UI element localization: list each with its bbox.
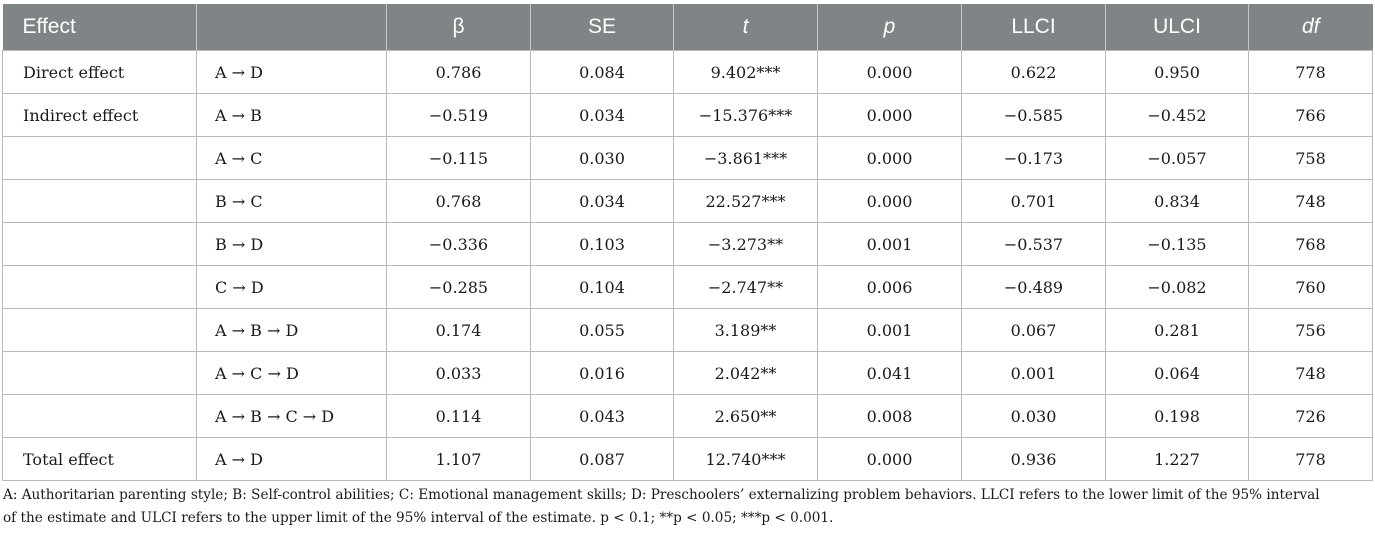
table-row [3, 309, 1373, 352]
cell-se: 0.103 [531, 223, 674, 266]
cell-path: A → C [197, 137, 387, 180]
cell-p: 0.001 [818, 309, 962, 352]
cell-path: B → D [197, 223, 387, 266]
table-row [3, 94, 1373, 137]
cell-path: A → D [197, 438, 387, 481]
table-row [3, 266, 1373, 309]
table-row [3, 223, 1373, 266]
table-row [3, 51, 1373, 94]
cell-p: 0.000 [818, 180, 962, 223]
cell-path: A → B → D [197, 309, 387, 352]
cell-t: 12.740*** [674, 438, 818, 481]
cell-p: 0.006 [818, 266, 962, 309]
cell-beta: 1.107 [387, 438, 531, 481]
cell-df: 768 [1249, 223, 1373, 266]
cell-se: 0.043 [531, 395, 674, 438]
header-llci: LLCI [962, 4, 1106, 51]
cell-ulci: 1.227 [1106, 438, 1249, 481]
header-se: SE [531, 4, 674, 51]
cell-se: 0.034 [531, 94, 674, 137]
cell-effect: Direct effect [3, 51, 197, 94]
header-df: df [1249, 4, 1373, 51]
cell-ulci: 0.950 [1106, 51, 1249, 94]
cell-llci: 0.001 [962, 352, 1106, 395]
cell-se: 0.034 [531, 180, 674, 223]
cell-beta: 0.786 [387, 51, 531, 94]
cell-ulci: 0.198 [1106, 395, 1249, 438]
cell-se: 0.016 [531, 352, 674, 395]
cell-path: C → D [197, 266, 387, 309]
cell-beta: 0.174 [387, 309, 531, 352]
cell-df: 758 [1249, 137, 1373, 180]
cell-effect [3, 309, 197, 352]
results-table [2, 4, 1373, 481]
cell-se: 0.030 [531, 137, 674, 180]
table-footnote [3, 484, 1371, 530]
cell-ulci: −0.057 [1106, 137, 1249, 180]
cell-p: 0.000 [818, 137, 962, 180]
cell-t: 22.527*** [674, 180, 818, 223]
cell-se: 0.055 [531, 309, 674, 352]
table-row [3, 137, 1373, 180]
cell-df: 726 [1249, 395, 1373, 438]
header-t: t [674, 4, 818, 51]
cell-effect [3, 137, 197, 180]
cell-df: 748 [1249, 352, 1373, 395]
header-row [3, 4, 1373, 51]
cell-effect [3, 395, 197, 438]
cell-beta: 0.033 [387, 352, 531, 395]
header-beta: β [387, 4, 531, 51]
cell-p: 0.041 [818, 352, 962, 395]
cell-llci: 0.622 [962, 51, 1106, 94]
cell-path: A → B → C → D [197, 395, 387, 438]
cell-effect [3, 223, 197, 266]
cell-t: 9.402*** [674, 51, 818, 94]
cell-effect: Indirect effect [3, 94, 197, 137]
cell-llci: −0.585 [962, 94, 1106, 137]
cell-llci: 0.936 [962, 438, 1106, 481]
cell-se: 0.104 [531, 266, 674, 309]
cell-t: −3.861*** [674, 137, 818, 180]
cell-beta: 0.114 [387, 395, 531, 438]
cell-beta: −0.285 [387, 266, 531, 309]
table-row [3, 180, 1373, 223]
cell-beta: 0.768 [387, 180, 531, 223]
cell-beta: −0.519 [387, 94, 531, 137]
header-ulci: ULCI [1106, 4, 1249, 51]
cell-se: 0.087 [531, 438, 674, 481]
table-row [3, 438, 1373, 481]
cell-se: 0.084 [531, 51, 674, 94]
cell-effect: Total effect [3, 438, 197, 481]
cell-ulci: −0.135 [1106, 223, 1249, 266]
table-row [3, 352, 1373, 395]
cell-p: 0.000 [818, 94, 962, 137]
cell-llci: 0.067 [962, 309, 1106, 352]
cell-effect [3, 266, 197, 309]
cell-ulci: −0.082 [1106, 266, 1249, 309]
cell-effect [3, 180, 197, 223]
cell-df: 778 [1249, 51, 1373, 94]
cell-llci: −0.537 [962, 223, 1106, 266]
footnote-line-1: A: Authoritarian parenting style; B: Self-control abilities; C: Emotional management skills; D: Preschoolers’ externalizing problem behaviors. LLCI refers to the lower limit of the 95% interval [3, 487, 1320, 503]
cell-p: 0.001 [818, 223, 962, 266]
cell-ulci: 0.064 [1106, 352, 1249, 395]
cell-p: 0.000 [818, 438, 962, 481]
cell-t: 3.189** [674, 309, 818, 352]
cell-effect [3, 352, 197, 395]
table-row [3, 395, 1373, 438]
cell-beta: −0.336 [387, 223, 531, 266]
footnote-line-2: of the estimate and ULCI refers to the upper limit of the 95% interval of the estimate. p < 0.1; **p < 0.05; ***p < 0.001. [3, 510, 834, 526]
cell-df: 748 [1249, 180, 1373, 223]
cell-t: −2.747** [674, 266, 818, 309]
cell-p: 0.008 [818, 395, 962, 438]
cell-p: 0.000 [818, 51, 962, 94]
header-path [197, 4, 387, 51]
cell-llci: 0.030 [962, 395, 1106, 438]
cell-df: 760 [1249, 266, 1373, 309]
cell-beta: −0.115 [387, 137, 531, 180]
cell-df: 778 [1249, 438, 1373, 481]
cell-t: 2.650** [674, 395, 818, 438]
cell-ulci: −0.452 [1106, 94, 1249, 137]
cell-t: −15.376*** [674, 94, 818, 137]
cell-path: A → D [197, 51, 387, 94]
cell-t: −3.273** [674, 223, 818, 266]
cell-llci: 0.701 [962, 180, 1106, 223]
cell-ulci: 0.281 [1106, 309, 1249, 352]
cell-ulci: 0.834 [1106, 180, 1249, 223]
cell-llci: −0.489 [962, 266, 1106, 309]
header-p: p [818, 4, 962, 51]
cell-df: 756 [1249, 309, 1373, 352]
cell-path: B → C [197, 180, 387, 223]
header-effect: Effect [3, 4, 197, 51]
cell-df: 766 [1249, 94, 1373, 137]
cell-t: 2.042** [674, 352, 818, 395]
cell-llci: −0.173 [962, 137, 1106, 180]
cell-path: A → B [197, 94, 387, 137]
cell-path: A → C → D [197, 352, 387, 395]
